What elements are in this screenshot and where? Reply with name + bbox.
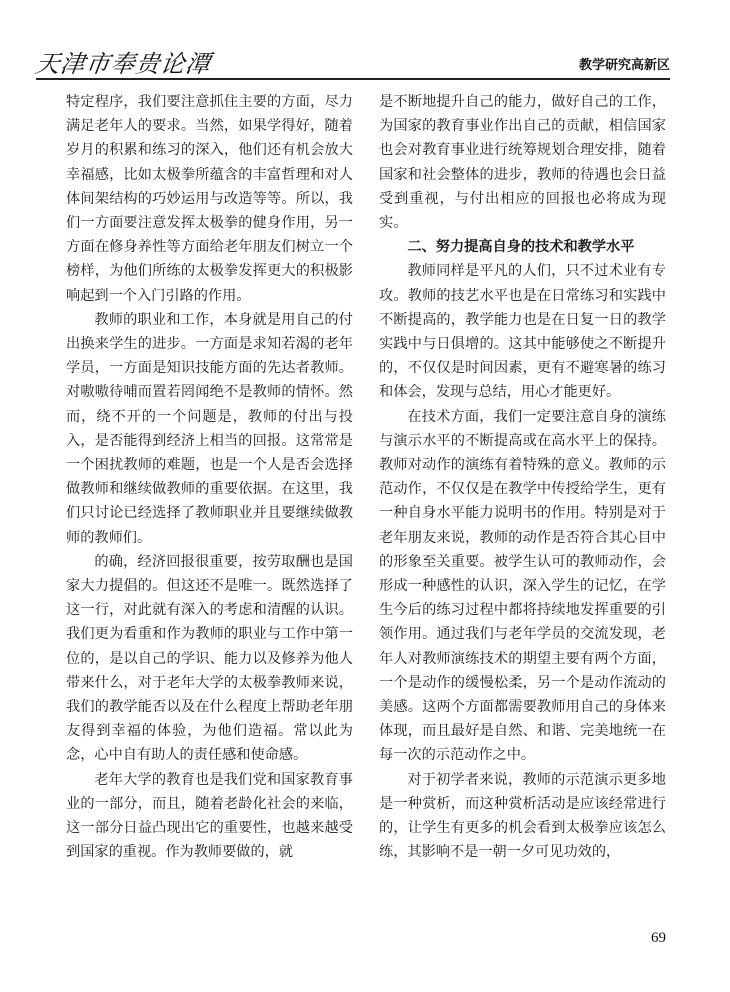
paragraph: 教师的职业和工作，本身就是用自己的付出换来学生的进步。一方面是求知若渴的老年学员，一方面是知识技能方面的先达者教师。对嗷嗷待哺而置若罔闻绝不是教师的情怀。然而，绕不开的一个问题是，教师的付出与投入，是否能得到经济上相当的回报。这常常是一个困扰教师的难题，也是一个人是否会选择做教师和继续做教师的重要依据。在这里，我们只讨论已经选择了教师职业并且要继续做教师的教师们。: [66, 311, 353, 546]
paragraph: 教师同样是平凡的人们，只不过术业有专攻。教师的技艺水平也是在日常练习和实践中不断提高的，教学能力也是在日复一日的教学实践中与日俱增的。这其中能够使之不断提升的，不仅仅是时间因素，更有不避寒暑的练习和体会，发现与总结，用心才能更好。: [379, 263, 666, 401]
paragraph: 在技术方面，我们一定要注意自身的演练与演示水平的不断提高或在高水平上的保持。教师对动作的演练有着特殊的意义。教师的示范动作，不仅仅是在教学中传授给学生，更有一种自身水平能力说明书的作用。特别是对于老年朋友来说，教师的动作是否符合其心目中的形象至关重要。被学生认可的教师动作，会形成一种感性的认识，深入学生的记忆，在学生今后的练习过程中都将持续地发挥重要的引领作用。通过我们与老年学员的交流发现，老年人对教师演练技术的期望主要有两个方面，一个是动作的缓慢松柔，另一个是动作流动的美感。这两个方面都需要教师用自己的身体来体现，而且最好是自然、和谐、完美地统一在每一次的示范动作之中。: [379, 408, 666, 764]
paragraph: 特定程序，我们要注意抓住主要的方面，尽力满足老年人的要求。当然，如果学得好，随着岁月的积累和练习的深入，他们还有机会放大幸福感，比如太极拳所蕴含的丰富哲理和对人体间架结构的巧妙运用与改造等等。所以，我们一方面要注意发挥太极拳的健身作用，另一方面在修身养性等方面给老年朋友们树立一个榜样，为他们所练的太极拳发挥更大的积极影响起到一个入门引路的作用。: [66, 94, 353, 304]
section-heading: 二、努力提高自身的技术和教学水平: [407, 239, 635, 256]
page-header: [33, 40, 670, 84]
left-column: [66, 90, 353, 915]
paragraph: 对于初学者来说，教师的示范演示更多地是一种赏析，而这种赏析活动是应该经常进行的，让学生有更多的机会看到太极拳应该怎么练，其影响不是一朝一夕可见功效的，: [379, 771, 666, 861]
journal-logo: 天津市奉贵论潭: [33, 50, 213, 78]
paragraph: 老年大学的教育也是我们党和国家教育事业的一部分，而且，随着老龄化社会的来临，这一部分日益凸现出它的重要性，也越来越受到国家的重视。作为教师要做的，就: [66, 771, 353, 861]
paragraph: 的确，经济回报很重要，按劳取酬也是国家大力提倡的。但这还不是唯一。既然选择了这一行，对此就有深入的考虑和清醒的认识。我们更为看重和作为教师的职业与工作中第一位的，是以自己的学识、能力以及修养为他人带来什么，对于老年大学的太极拳教师来说，我们的教学能否以及在什么程度上帮助老年朋友得到幸福的体验，为他们造福。常以此为念，心中自有助人的责任感和使命感。: [66, 553, 353, 764]
article-body: [66, 90, 666, 915]
header-rule: [36, 78, 670, 80]
section-title: 教学研究高新区: [578, 58, 670, 73]
paragraph: 是不断地提升自己的能力，做好自己的工作，为国家的教育事业作出自己的贡献，相信国家也会对教育事业进行统筹规划合理安排，随着国家和社会整体的进步，教师的待遇也会日益受到重视，与付出相应的回报也必将成为现实。: [379, 94, 666, 232]
page-number: 69: [651, 930, 666, 946]
right-column: [379, 90, 666, 915]
